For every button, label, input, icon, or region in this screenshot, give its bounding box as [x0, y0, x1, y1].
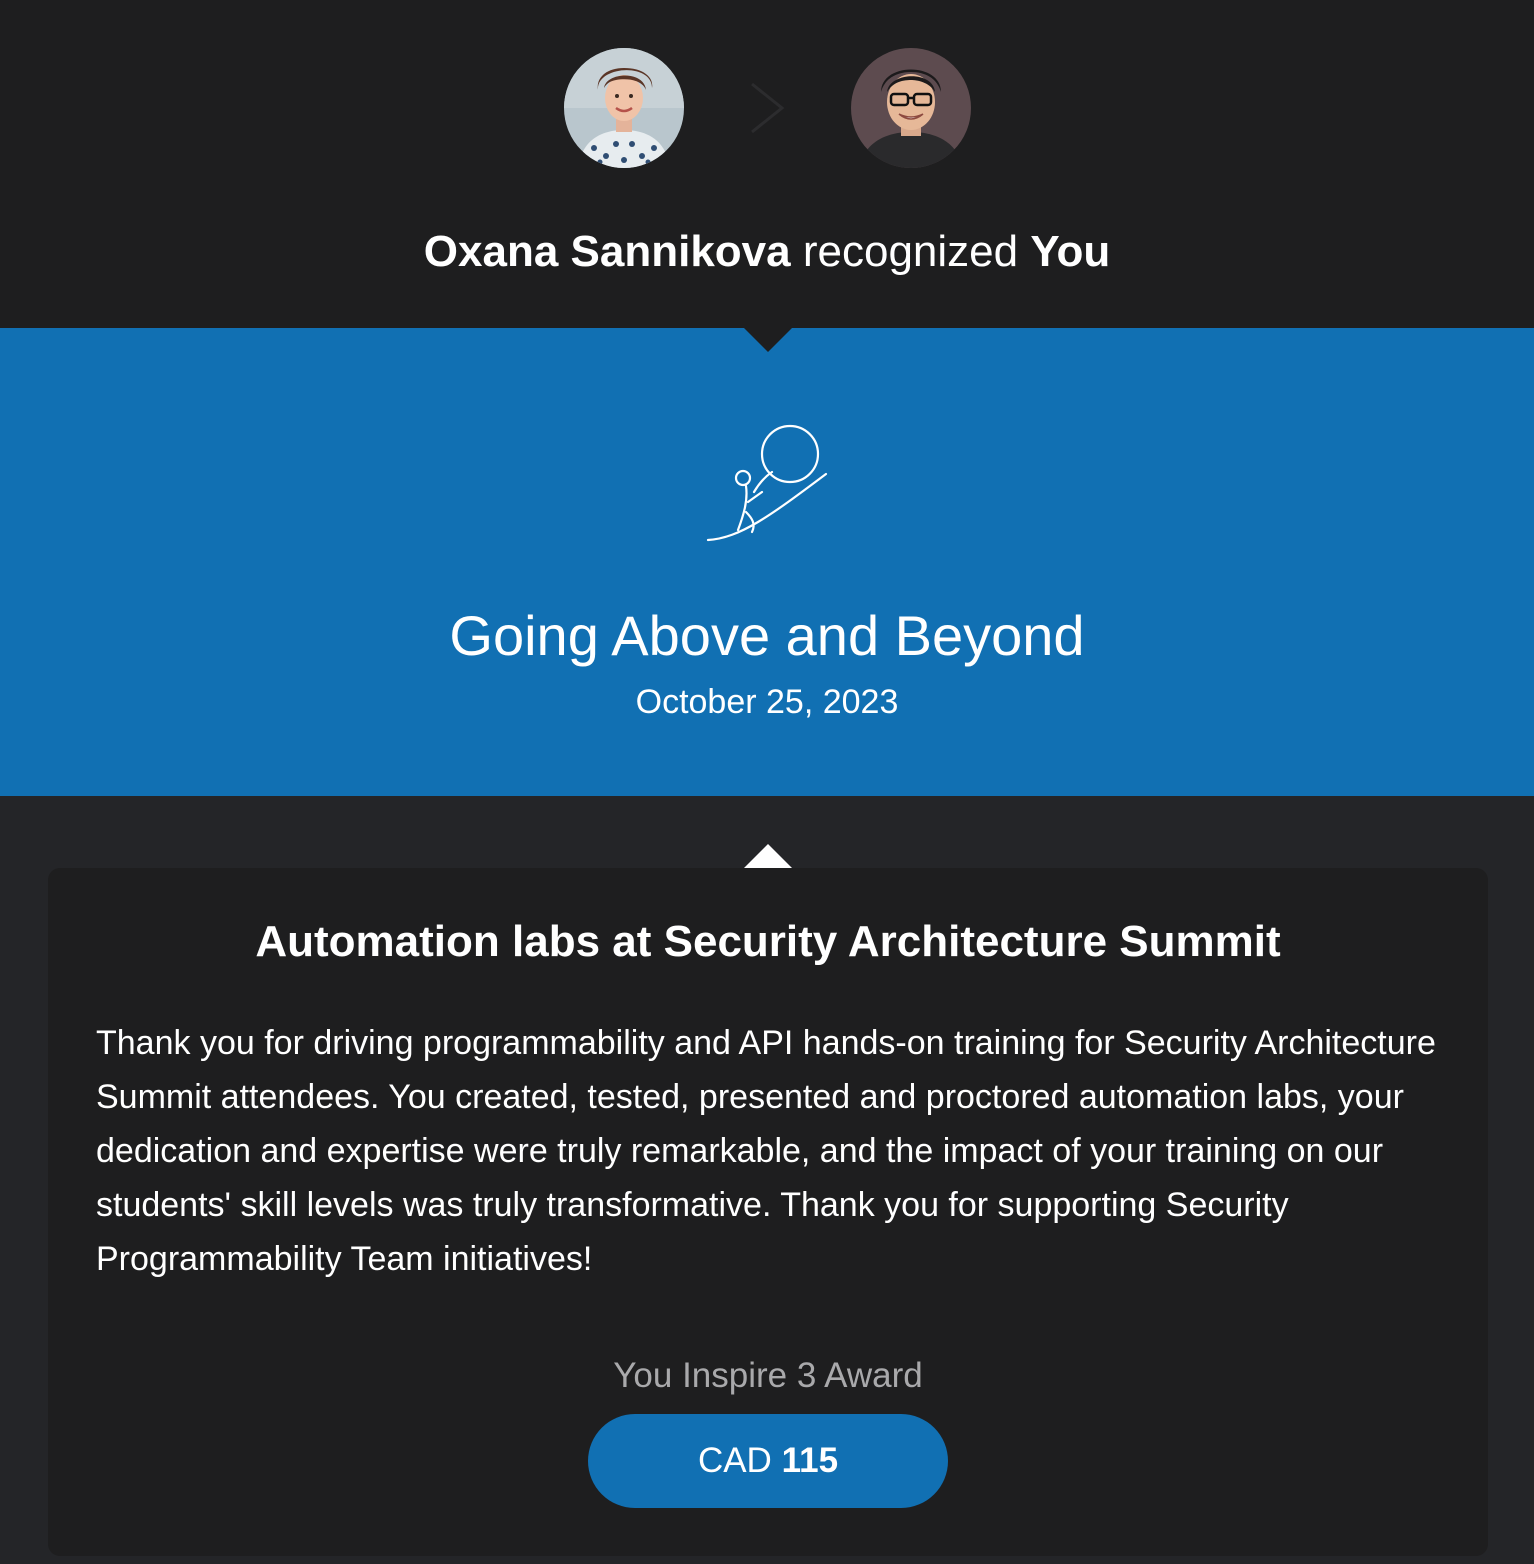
recipient-avatar[interactable]: [851, 48, 971, 168]
header-pointer: [744, 328, 792, 352]
award-banner: [0, 328, 1534, 796]
message-card: [48, 868, 1488, 1556]
recognition-headline: [0, 224, 1534, 280]
award-currency: CAD: [697, 1441, 772, 1480]
award-type-label: You Inspire 3 Award: [613, 1356, 923, 1395]
card-pointer: [744, 844, 792, 868]
boulder-uphill-icon: [700, 420, 834, 546]
sender-avatar[interactable]: [564, 48, 684, 168]
recognition-header: [0, 0, 1534, 328]
sender-name[interactable]: Oxana Sannikova: [423, 227, 791, 276]
headline-verb: recognized: [802, 227, 1019, 276]
award-amount: 115: [781, 1441, 839, 1480]
message-body: Thank you for driving programmability and API hands-on training for Security Architecture Summit attendees. You created, tested, presented and proctored automation labs, your dedication and expertise were truly remarkable, and the impact of your training on our students' skill levels was truly transformative. Thank you for supporting Security Programmability Team initiatives!: [96, 1024, 1436, 1278]
chevron-right-icon: [742, 80, 792, 136]
award-date: October 25, 2023: [635, 683, 899, 721]
award-amount-button[interactable]: [588, 1414, 948, 1508]
award-title: Going Above and Beyond: [449, 604, 1085, 667]
message-title: Automation labs at Security Architecture Summit: [255, 917, 1281, 966]
recipient-name: You: [1030, 227, 1111, 276]
